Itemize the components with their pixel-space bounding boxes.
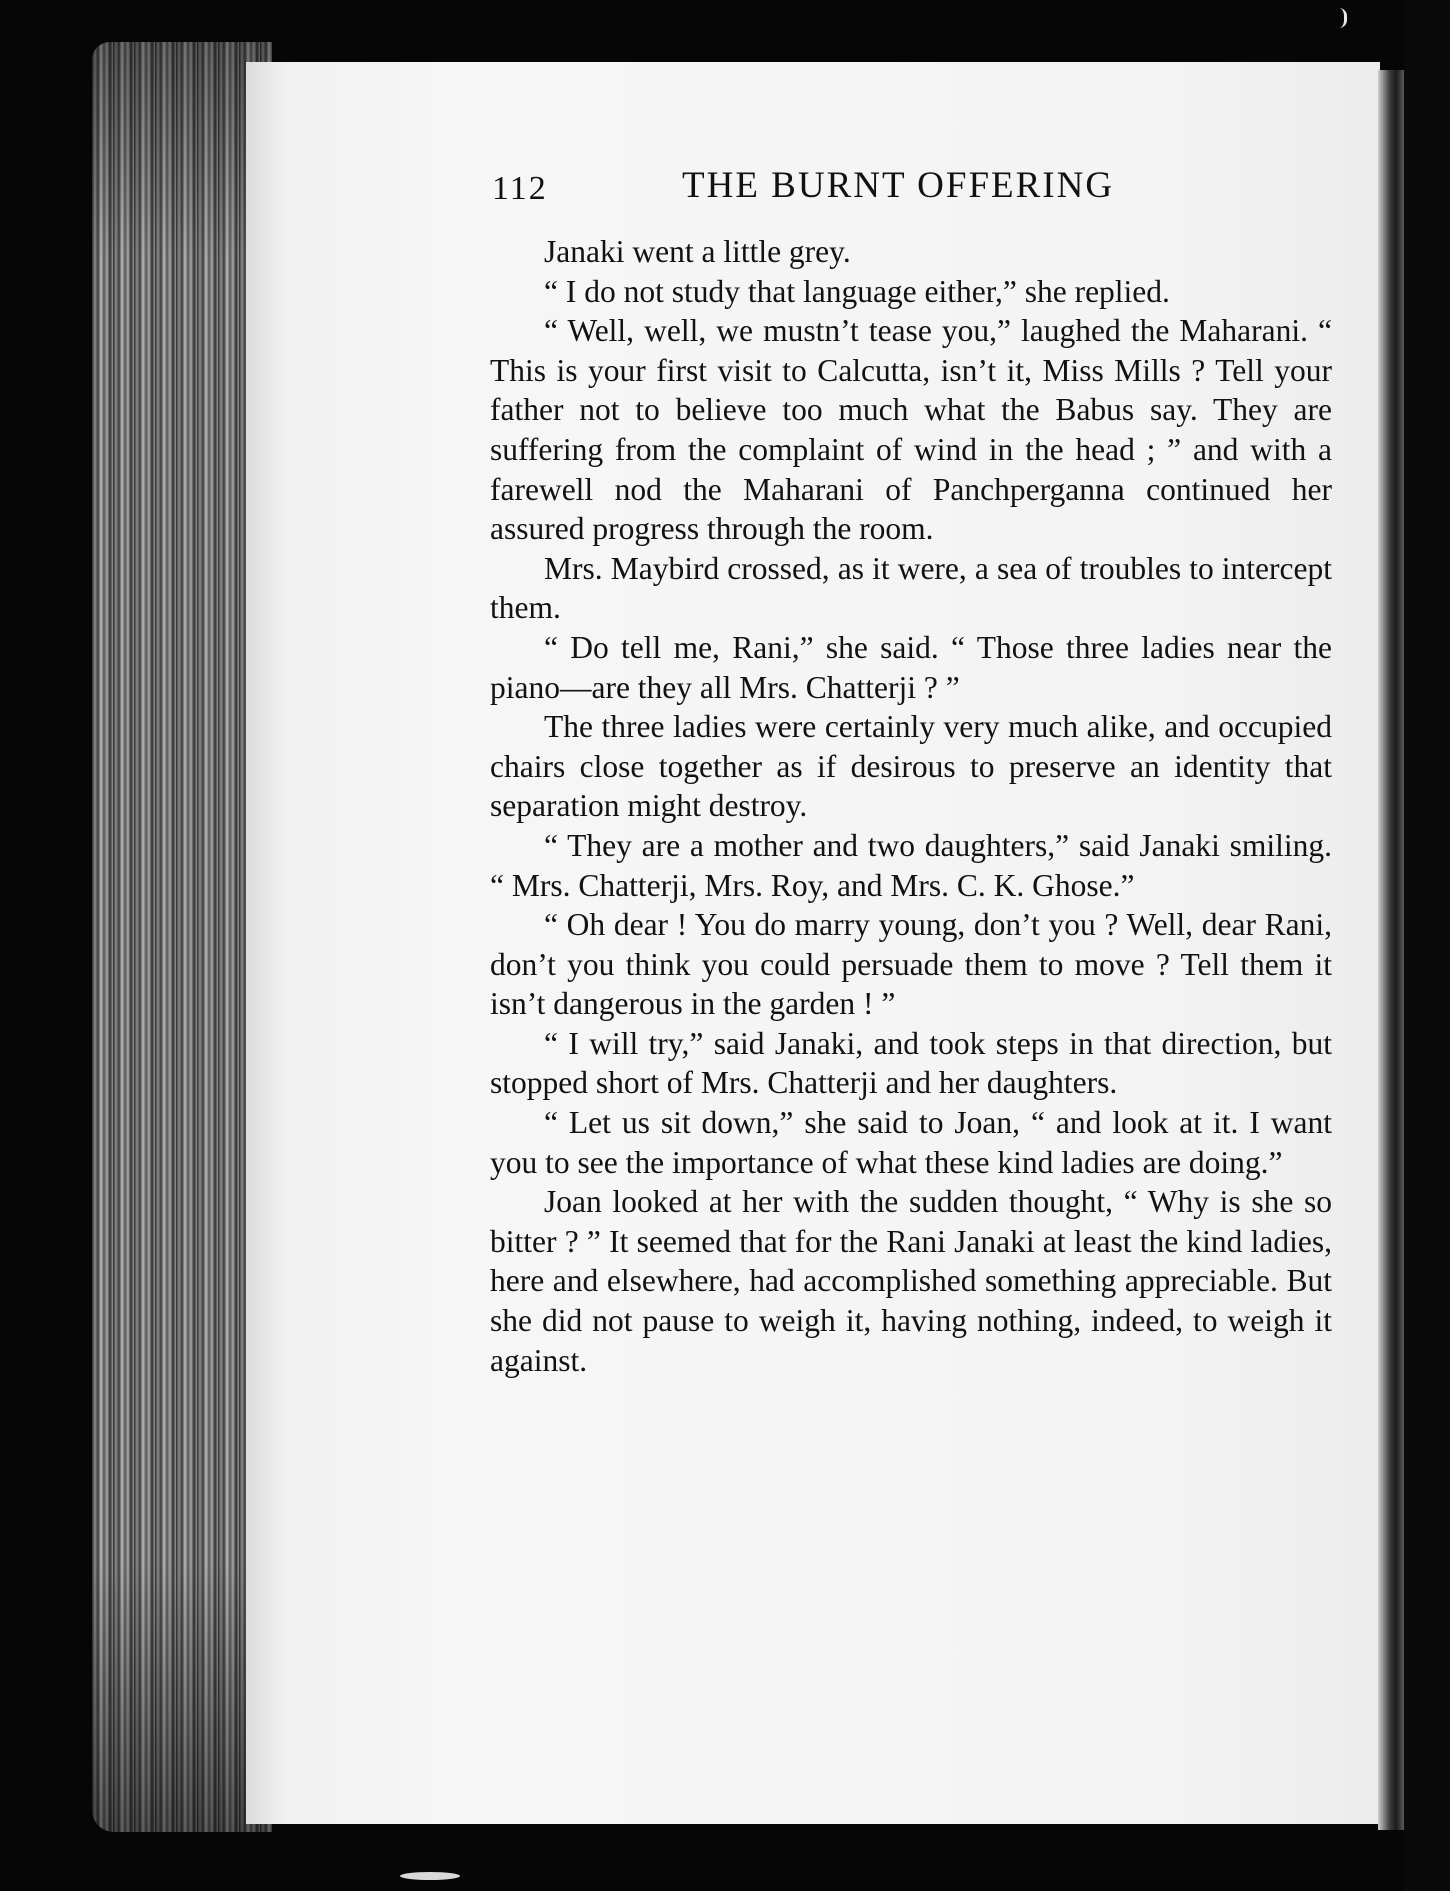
running-head (492, 164, 1162, 216)
paragraph: “ Do tell me, Rani,” she said. “ Those three ladies near the piano—are they all Mrs. Chatterji ? ” (490, 629, 1332, 705)
body-text (490, 232, 1332, 1380)
paragraph: Janaki went a little grey. (544, 234, 851, 269)
paragraph: “ Oh dear ! You do marry young, don’t you ? Well, dear Rani, don’t you think you could persuade them to move ? Tell them it isn’t dangerous in the garden ! ” (490, 907, 1332, 1022)
paragraph: “ I do not study that language either,” she replied. (544, 273, 1170, 309)
paragraph: “ They are a mother and two daughters,” said Janaki smiling. “ Mrs. Chatterji, Mrs. Roy, and Mrs. C. K. Ghose.” (490, 827, 1332, 903)
book-spine-shadow (1378, 70, 1404, 1830)
paragraph: “ Well, well, we mustn’t tease you,” laughed the Maharani. “ This is your first visit to Calcutta, isn’t it, Miss Mills ? Tell your father not to believe too much what the Babus say. They are suffering from the complaint of wind in the head ; ” and with a farewell nod the Maharani of Panchperganna continued her assured progress through the room. (490, 313, 1332, 547)
paragraph: Mrs. Maybird crossed, as it were, a sea of troubles to intercept them. (490, 550, 1332, 626)
scan-artifact-bottom (400, 1872, 460, 1880)
page-fore-edges (92, 42, 272, 1832)
paragraph: “ Let us sit down,” she said to Joan, “ and look at it. I want you to see the importance of what these kind ladies are doing.” (490, 1105, 1332, 1180)
scan-background-right (1404, 0, 1450, 1891)
scan-artifact (1338, 8, 1347, 28)
paragraph: Joan looked at her with the sudden thought, “ Why is she so bitter ? ” It seemed that for the Rani Janaki at least the kind ladies, here and elsewhere, had accomplished something appreciable. But she did not pause to weigh it, having nothing, indeed, to weigh it against. (490, 1184, 1332, 1378)
page-number: 112 (492, 170, 548, 207)
book-title: THE BURNT OFFERING (682, 165, 1115, 206)
paragraph: “ I will try,” said Janaki, and took steps in that direction, but stopped short of Mrs. Chatterji and her daughters. (490, 1025, 1332, 1101)
paragraph: The three ladies were certainly very much alike, and occupied chairs close together as if desirous to preserve an identity that separation might destroy. (490, 709, 1332, 824)
